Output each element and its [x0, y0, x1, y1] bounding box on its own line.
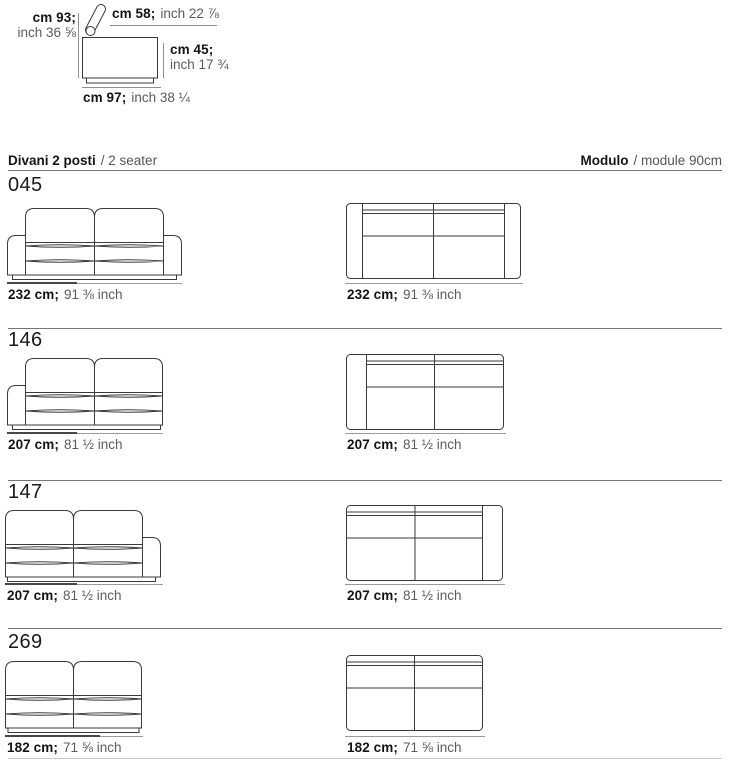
model-code-147: 147: [8, 481, 43, 503]
front-dim-045-inch: 91 ⅜ inch: [63, 287, 123, 302]
category-heading-en: / 2 seater: [100, 153, 158, 168]
plan-dim-line-045: [345, 283, 523, 284]
front-dim-label-269: [7, 740, 122, 755]
sofa-plan-drawing-045: [346, 203, 521, 279]
plan-dim-147-inch: 81 ½ inch: [402, 588, 462, 603]
side-dim-height-inch: inch 36 ⅝: [17, 25, 76, 40]
front-dim-line-dark-045: [7, 282, 77, 284]
side-dim-seat-height-inch: inch 17 ¾: [170, 57, 229, 72]
category-heading: [8, 153, 157, 168]
front-dim-269-cm: 182 cm;: [7, 740, 58, 755]
plan-dim-line-269: [345, 736, 485, 737]
section-divider-2: [8, 480, 722, 481]
front-dim-line-dark-147: [5, 583, 77, 585]
plan-dim-269-cm: 182 cm;: [347, 740, 398, 755]
module-heading: [400, 153, 722, 168]
sofa-front-drawing-146: [7, 350, 163, 430]
side-dim-seat-height: [170, 42, 229, 72]
front-dim-146-inch: 81 ½ inch: [63, 437, 123, 452]
plan-dim-045-inch: 91 ⅜ inch: [402, 287, 462, 302]
front-dim-label-147: [7, 588, 122, 603]
plan-dim-label-147: [347, 588, 462, 603]
plan-dim-146-cm: 207 cm;: [347, 437, 398, 452]
sofa-front-drawing-045: [7, 200, 182, 280]
page-bottom-rule: [8, 758, 722, 759]
plan-dim-label-146: [347, 437, 462, 452]
plan-dim-269-inch: 71 ⅝ inch: [402, 740, 462, 755]
side-dim-top-depth-inch: inch 22 ⅞: [160, 6, 219, 21]
front-dim-147-cm: 207 cm;: [7, 588, 58, 603]
front-dim-045-cm: 232 cm;: [8, 287, 59, 302]
plan-dim-045-cm: 232 cm;: [347, 287, 398, 302]
module-heading-it: Modulo: [580, 153, 629, 168]
module-heading-en: / module 90cm: [633, 153, 722, 168]
sofa-plan-drawing-147: [346, 505, 503, 581]
side-dim-total-depth-cm: cm 97;: [83, 90, 127, 105]
side-dim-total-depth-inch: inch 38 ¼: [131, 90, 190, 105]
category-heading-it: Divani 2 posti: [8, 153, 96, 168]
front-dim-147-inch: 81 ½ inch: [62, 588, 122, 603]
side-dim-seat-height-cm: cm 45;: [170, 42, 214, 57]
plan-dim-line-146: [345, 433, 506, 434]
front-dim-label-045: [8, 287, 123, 302]
front-dim-line-dark-146: [7, 432, 77, 434]
front-dim-146-cm: 207 cm;: [8, 437, 59, 452]
plan-dim-146-inch: 81 ½ inch: [402, 437, 462, 452]
section-divider-3: [8, 628, 722, 629]
model-code-146: 146: [8, 329, 43, 351]
side-dim-top-depth: [112, 6, 219, 21]
side-dim-total-depth: [83, 90, 190, 105]
model-code-269: 269: [8, 631, 43, 653]
plan-dim-label-269: [347, 740, 462, 755]
sofa-plan-drawing-269: [346, 655, 483, 731]
side-dim-height: [0, 10, 76, 40]
front-dim-269-inch: 71 ⅝ inch: [62, 740, 122, 755]
plan-dim-147-cm: 207 cm;: [347, 588, 398, 603]
section-divider-1: [8, 328, 722, 329]
side-dim-top-depth-cm: cm 58;: [112, 6, 156, 21]
front-dim-line-dark-269: [5, 735, 100, 737]
side-dim-height-cm: cm 93;: [32, 10, 76, 25]
sofa-plan-drawing-146: [346, 354, 504, 430]
sofa-front-drawing-147: [5, 502, 161, 582]
sofa-front-drawing-269: [5, 653, 142, 733]
front-dim-label-146: [8, 437, 123, 452]
model-code-045: 045: [8, 174, 43, 196]
plan-dim-label-045: [347, 287, 462, 302]
plan-dim-line-147: [345, 584, 505, 585]
header-rule: [8, 170, 722, 171]
